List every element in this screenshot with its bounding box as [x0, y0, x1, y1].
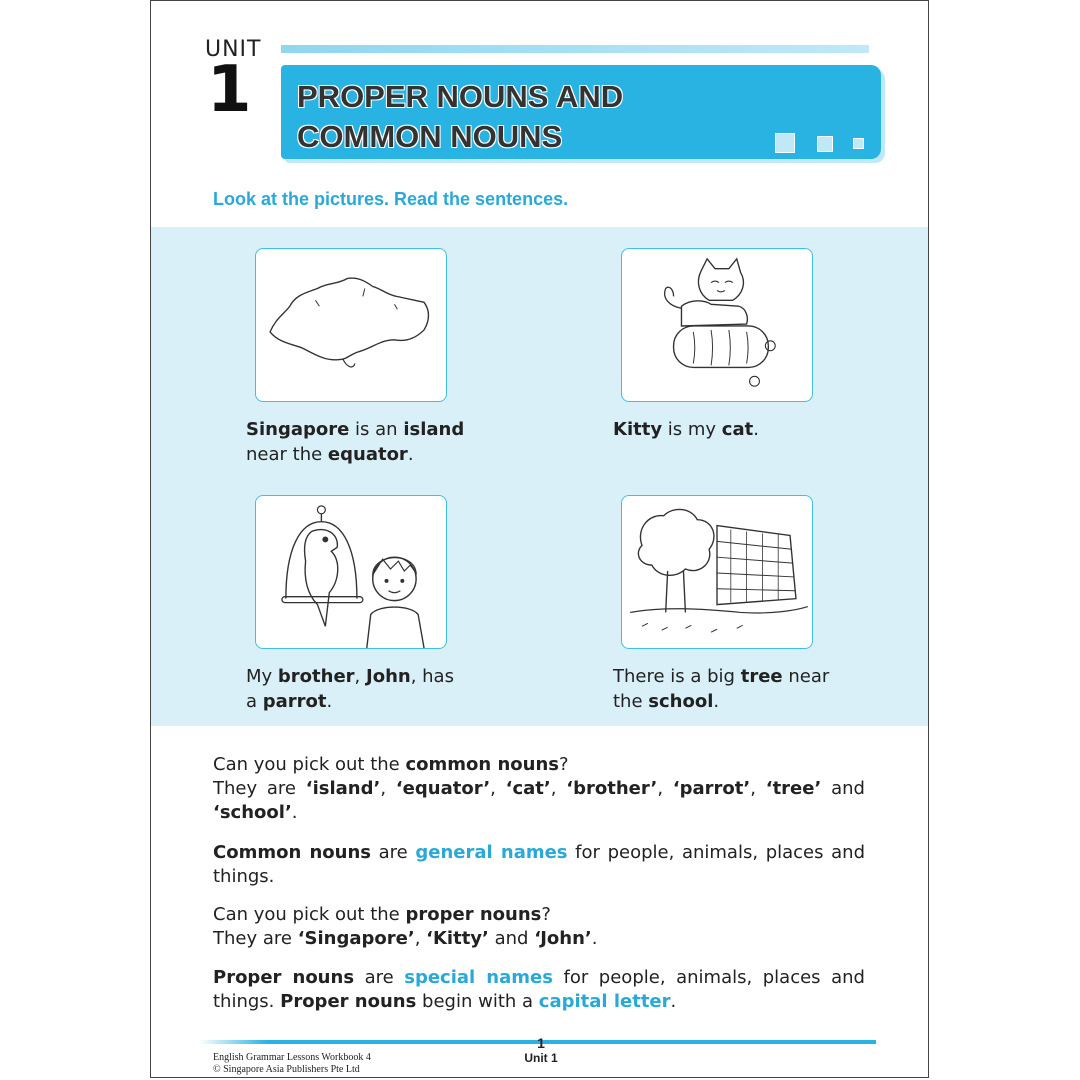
title-line-1: PROPER NOUNS AND — [297, 79, 624, 114]
text: for people, animals, places and things. — [213, 967, 865, 1012]
text: and — [821, 778, 865, 799]
caption-text: . — [326, 691, 333, 712]
caption-singapore — [246, 417, 486, 467]
caption-bold: island — [403, 419, 465, 440]
bold-text: ‘equator’ — [395, 778, 491, 799]
caption-bold: brother — [277, 666, 355, 687]
bold-text: ‘Singapore’ — [297, 928, 415, 949]
cube-icon — [775, 133, 795, 153]
bold-text: ‘school’ — [213, 802, 292, 823]
bold-text: ‘John’ — [534, 928, 592, 949]
bold-text: ‘Kitty’ — [426, 928, 489, 949]
caption-text: , — [354, 666, 366, 687]
text: are — [354, 967, 405, 988]
bold-text: ‘island’ — [305, 778, 381, 799]
caption-text: is my — [662, 419, 722, 440]
header-rule — [281, 45, 869, 53]
caption-cat — [613, 417, 853, 442]
caption-bold: school — [648, 691, 714, 712]
caption-text: is an — [349, 419, 404, 440]
text: Can you pick out the — [213, 904, 406, 925]
unit-label: UNIT — [205, 37, 262, 62]
caption-bold: Kitty — [613, 419, 663, 440]
bold-text: ‘tree’ — [765, 778, 822, 799]
text: They are — [213, 928, 298, 949]
picture-band — [151, 227, 928, 726]
title-line-2: COMMON NOUNS — [297, 119, 563, 154]
caption-bold: John — [366, 666, 411, 687]
text: , — [657, 778, 673, 799]
caption-bold: equator — [327, 444, 408, 465]
cube-icon — [817, 136, 833, 152]
title-banner — [281, 65, 881, 159]
text: . — [591, 928, 598, 949]
text: ? — [559, 754, 569, 775]
caption-parrot — [246, 664, 486, 714]
page-title — [297, 77, 623, 157]
bold-text: ‘parrot’ — [672, 778, 751, 799]
bold-text: Proper nouns — [213, 967, 355, 988]
text: Can you pick out the — [213, 754, 406, 775]
tree-school-icon — [622, 496, 812, 648]
caption-bold: parrot — [262, 691, 327, 712]
footer-credits — [213, 1052, 371, 1076]
caption-text: . — [753, 419, 759, 440]
text: begin with a — [416, 991, 539, 1012]
text: . — [291, 802, 298, 823]
text: , — [750, 778, 766, 799]
caption-bold: tree — [740, 666, 783, 687]
bold-text: common nouns — [405, 754, 559, 775]
bold-text: Proper nouns — [280, 991, 417, 1012]
paragraph-common-question — [213, 753, 865, 825]
cube-icon — [853, 138, 864, 149]
highlight-text: capital letter — [538, 991, 671, 1012]
boy-parrot-icon — [256, 496, 446, 648]
highlight-text: special names — [404, 967, 553, 988]
cat-icon — [622, 249, 812, 401]
picture-frame-school — [621, 495, 813, 649]
caption-text: near — [782, 666, 830, 687]
caption-bold: Singapore — [246, 419, 350, 440]
text: They are — [213, 778, 306, 799]
text: . — [670, 991, 677, 1012]
text: , — [490, 778, 506, 799]
highlight-text: general names — [415, 842, 568, 863]
caption-text: There is a big — [613, 666, 741, 687]
caption-text: . — [407, 444, 414, 465]
picture-frame-cat — [621, 248, 813, 402]
unit-number: 1 — [207, 53, 252, 127]
instruction-text: Look at the pictures. Read the sentences. — [213, 189, 569, 209]
book-title: English Grammar Lessons Workbook 4 — [213, 1052, 371, 1063]
text: and — [488, 928, 535, 949]
text: , — [380, 778, 396, 799]
paragraph-common-definition — [213, 841, 865, 889]
text: for people, animals, places and things. — [213, 842, 866, 887]
singapore-map-icon — [256, 249, 446, 401]
bold-text: Common nouns — [213, 842, 371, 863]
caption-text: near the — [246, 444, 328, 465]
footer-bars-icon — [528, 1067, 548, 1078]
bold-text: proper nouns — [405, 904, 542, 925]
caption-text: a — [246, 691, 263, 712]
paragraph-proper-definition — [213, 966, 865, 1014]
workbook-page — [150, 0, 929, 1078]
text: , — [414, 928, 427, 949]
caption-text: the — [613, 691, 649, 712]
footer-unit-label: Unit 1 — [524, 1051, 558, 1065]
picture-frame-parrot — [255, 495, 447, 649]
caption-text: My — [246, 666, 278, 687]
text: ? — [541, 904, 551, 925]
bold-text: ‘cat’ — [505, 778, 551, 799]
caption-text: . — [713, 691, 720, 712]
bold-text: ‘brother’ — [566, 778, 658, 799]
caption-text: , has — [410, 666, 454, 687]
caption-school — [613, 664, 853, 714]
copyright: © Singapore Asia Publishers Pte Ltd — [213, 1064, 360, 1075]
caption-bold: cat — [721, 419, 754, 440]
text: , — [550, 778, 567, 799]
text: are — [370, 842, 416, 863]
picture-frame-singapore — [255, 248, 447, 402]
page-number: 1 — [537, 1035, 545, 1051]
paragraph-proper-question — [213, 903, 865, 951]
